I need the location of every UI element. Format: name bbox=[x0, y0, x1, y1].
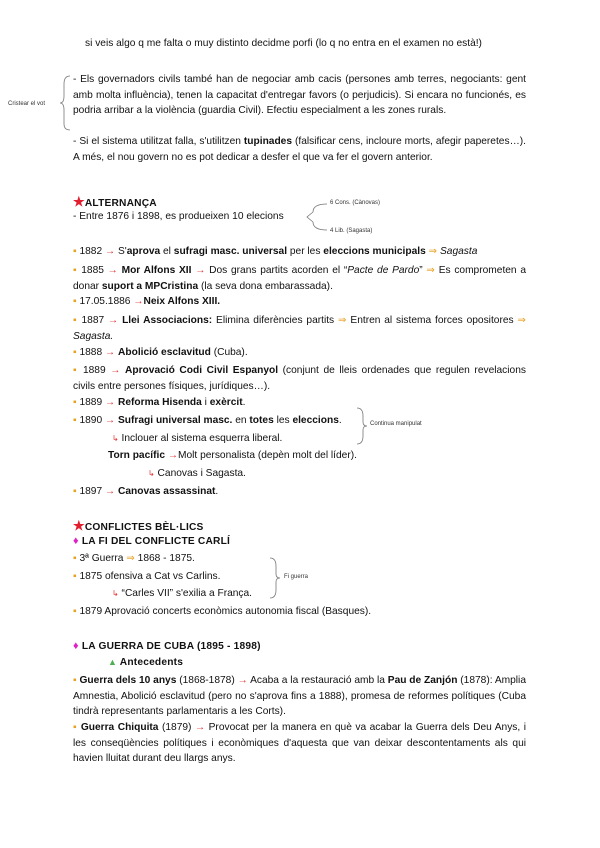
text-span: 1875 ofensiva a Cat vs Carlins. bbox=[79, 571, 221, 582]
text-span: per les bbox=[287, 246, 324, 257]
text-span: les bbox=[273, 415, 293, 426]
text-span: Sagasta bbox=[440, 246, 478, 257]
text-span: Entren al sistema forces opositores bbox=[350, 315, 518, 326]
text-span: 1868 - 1875. bbox=[134, 553, 195, 564]
branch-bottom: 4 Lib. (Sagasta) bbox=[330, 228, 373, 234]
text-span: en bbox=[232, 415, 250, 426]
item-1890-sub bbox=[112, 431, 282, 446]
margin-note: Cristear el vot bbox=[8, 101, 46, 107]
item-1888 bbox=[73, 345, 526, 361]
text-span: Canovas assassinat bbox=[118, 486, 216, 497]
item-1886 bbox=[73, 294, 526, 310]
sub-arrow-icon: ↳ bbox=[112, 589, 119, 598]
text-span: Abolició esclavitud bbox=[118, 347, 211, 358]
item-1889-reforma bbox=[73, 395, 526, 411]
text-span: Inclouer al sistema esquerra liberal. bbox=[121, 433, 283, 444]
continua-brace bbox=[355, 406, 369, 446]
alternanca-intro-text: Entre 1876 i 1898, es produeixen 10 elecions bbox=[79, 211, 284, 222]
arrow-icon: → bbox=[104, 246, 116, 257]
text-span: Aprovació Codi Civil Espanyol bbox=[125, 365, 279, 376]
text-span: Pau de Zanjón bbox=[387, 675, 458, 686]
arrow-icon: → bbox=[104, 347, 116, 358]
torn-sub bbox=[148, 466, 246, 481]
branch-top: 6 Cons. (Cànovas) bbox=[330, 200, 381, 206]
text-span: Torn pacífic bbox=[108, 450, 165, 461]
bullet-icon: ▪ bbox=[73, 606, 77, 617]
text-span: Elimina diferències partits bbox=[212, 315, 338, 326]
text-span: 1889 bbox=[79, 397, 103, 408]
text-span: Guerra dels 10 anys bbox=[79, 675, 177, 686]
top-note: si veis algo q me falta o muy distinto decidme porfi (lo q no entra en el examen no està!) bbox=[85, 38, 482, 49]
text-span: eleccions municipals bbox=[323, 246, 426, 257]
text-span: S' bbox=[118, 246, 127, 257]
carli-item-3 bbox=[73, 604, 526, 620]
text-span: Sagasta. bbox=[73, 330, 114, 342]
alternanca-intro: - Entre 1876 i 1898, es produeixen 10 elecions bbox=[73, 211, 284, 222]
text-span: el bbox=[160, 246, 174, 257]
bullet-icon: ▪ bbox=[73, 365, 79, 376]
carli-heading bbox=[73, 535, 230, 547]
item-1885 bbox=[73, 263, 526, 294]
arrow-icon: → bbox=[108, 315, 119, 326]
antecedents-title: Antecedents bbox=[119, 657, 184, 668]
alternanca-heading bbox=[73, 194, 157, 210]
bullet-icon: ▪ bbox=[73, 296, 77, 307]
cuba-title: LA GUERRA DE CUBA (1895 - 1898) bbox=[81, 641, 261, 652]
conflictes-title: CONFLICTES BÈL·LICS bbox=[84, 522, 204, 533]
arrow-icon: → bbox=[104, 486, 116, 497]
arrow-icon: → bbox=[167, 450, 179, 461]
text-span: (Cuba). bbox=[210, 347, 248, 358]
diamond-icon: ♦ bbox=[73, 535, 79, 547]
text-span: . bbox=[338, 415, 342, 426]
text-span: 1890 bbox=[79, 415, 103, 426]
text-span: “Carles VII” s'exilia a França. bbox=[121, 588, 253, 599]
bullet-icon: ▪ bbox=[73, 315, 78, 326]
bullet-icon: ▪ bbox=[73, 553, 77, 564]
guerra-chiquita bbox=[73, 720, 526, 767]
text-span: . bbox=[215, 486, 219, 497]
arrow-icon: → bbox=[194, 722, 206, 733]
text-span: Reforma Hisenda bbox=[118, 397, 202, 408]
arrow-icon: → bbox=[104, 397, 116, 408]
text-span: Guerra Chiquita bbox=[80, 722, 159, 733]
text-span: 1885 bbox=[81, 265, 104, 276]
text-span: (1879) bbox=[158, 722, 195, 733]
alternanca-title: ALTERNANÇA bbox=[84, 198, 157, 209]
text-span: 1887 bbox=[81, 315, 105, 326]
arrow-icon: → bbox=[195, 265, 206, 276]
tupinades-pre: Si el sistema utilitzat falla, s'utilitzen bbox=[79, 136, 244, 147]
text-span: Acaba a la restauració amb la bbox=[247, 675, 388, 686]
tupinades-post: (falsificar cens, incloure morts, afegir paperetes…). A més, el nou govern no es pot dedicar a desfer el que va fer el govern anterior. bbox=[73, 136, 526, 163]
bullet-icon: ▪ bbox=[73, 571, 77, 582]
text-span: Sufragi universal masc. bbox=[118, 415, 233, 426]
text-span: Neix Alfons XIII. bbox=[143, 296, 221, 307]
tupinades-bold: tupinades bbox=[243, 136, 293, 147]
guerra-10-anys bbox=[73, 673, 526, 720]
text-span: aprova bbox=[126, 246, 161, 257]
text-span: 17.05.1886 bbox=[79, 296, 131, 307]
arrow-icon: → bbox=[133, 296, 144, 307]
triangle-icon: ▲ bbox=[108, 657, 118, 667]
governors-paragraph: - Els governadors civils també han de negociar amb cacis (persones amb terres, negociants: gent amb molta influència), tenen la capacitat d'entregar favors (o perjudicis). Si encara no funcionés, es podria arribar a la violència (guardia Civil). Efectiu especialment a les zones rurals. bbox=[73, 74, 527, 116]
text-span: 1882 bbox=[79, 246, 103, 257]
governors-text: Els governadors civils també han de negociar amb cacis (persones amb terres, negociants: gent amb molta influència), tenen la capacitat d'entregar favors (o perjudicis). Si encara no funcionés, es podria arribar a la violència (guardia Civil). Efectiu especialment a les zones rurals. bbox=[73, 74, 527, 116]
continua-note: Continua manipulat bbox=[370, 421, 422, 427]
double-arrow-icon: ⇒ bbox=[338, 315, 347, 326]
text-span: 3ª Guerra bbox=[79, 553, 127, 564]
item-1889-codi bbox=[73, 363, 526, 394]
star-icon: ★ bbox=[73, 518, 85, 533]
text-span: (conjunt de lleis ordenades que regulen revelacions civils entre persones físiques, jurídiques…). bbox=[73, 365, 526, 392]
sub-arrow-icon: ↳ bbox=[112, 434, 119, 443]
margin-bracket bbox=[60, 74, 72, 132]
torn-pacific bbox=[108, 448, 357, 463]
arrow-icon: → bbox=[104, 415, 116, 426]
cuba-heading bbox=[73, 640, 261, 652]
bullet-icon: ▪ bbox=[73, 675, 77, 686]
text-span: sufragi masc. universal bbox=[173, 246, 288, 257]
arrow-icon: → bbox=[237, 675, 248, 686]
carli-item-2-sub bbox=[112, 586, 252, 601]
text-span: 1888 bbox=[79, 347, 103, 358]
star-icon: ★ bbox=[73, 194, 85, 209]
bullet-icon: ▪ bbox=[73, 246, 77, 257]
branch-brace bbox=[305, 202, 329, 232]
bullet-icon: ▪ bbox=[73, 265, 78, 276]
item-1890 bbox=[73, 413, 526, 429]
double-arrow-icon: ⇒ bbox=[426, 265, 435, 276]
text-span: Mor Alfons XII bbox=[121, 265, 192, 276]
sub-arrow-icon: ↳ bbox=[148, 469, 155, 478]
tupinades-paragraph: - Si el sistema utilitzat falla, s'utilitzen tupinades (falsificar cens, incloure morts, afegir paperetes…). A més, el nou govern no es pot dedicar a desfer el que va fer el govern anterior. bbox=[73, 136, 526, 163]
double-arrow-icon: ⇒ bbox=[517, 315, 526, 326]
text-span: ” bbox=[419, 265, 423, 276]
text-span: . bbox=[242, 397, 246, 408]
text-span: Provocat per la manera en què va acabar la Guerra dels Deu Anys, i les conseqüències polítiques i econòmiques d'aquesta que van deixar descontentaments als qui havien lluitat durant deu llargs anys. bbox=[73, 722, 526, 764]
double-arrow-icon: ⇒ bbox=[126, 553, 135, 564]
text-span: Pacte de Pardo bbox=[347, 265, 420, 276]
conflictes-heading bbox=[73, 518, 204, 534]
text-span: exèrcit bbox=[209, 397, 243, 408]
carli-item-1 bbox=[73, 551, 526, 567]
arrow-icon: → bbox=[110, 365, 121, 376]
bullet-icon: ▪ bbox=[73, 486, 77, 497]
text-span: Dos grans partits acorden el “ bbox=[209, 265, 348, 276]
text-span: Es comprometen a donar bbox=[73, 265, 526, 292]
diamond-icon: ♦ bbox=[73, 640, 79, 652]
text-span: (la seva dona embarassada). bbox=[198, 280, 333, 292]
bullet-icon: ▪ bbox=[73, 397, 77, 408]
item-1897 bbox=[73, 484, 526, 500]
bullet-icon: ▪ bbox=[73, 415, 77, 426]
double-arrow-icon: ⇒ bbox=[428, 246, 438, 257]
text-span: 1897 bbox=[79, 486, 103, 497]
text-span: suport a MPCristina bbox=[101, 280, 199, 292]
text-span: Molt personalista (depèn molt del líder). bbox=[178, 450, 357, 461]
text-span: 1889 bbox=[82, 365, 106, 376]
item-1882 bbox=[73, 244, 526, 260]
bullet-icon: ▪ bbox=[73, 347, 77, 358]
text-span: totes bbox=[249, 415, 274, 426]
arrow-icon: → bbox=[107, 265, 118, 276]
text-span: Canovas i Sagasta. bbox=[157, 468, 246, 479]
fi-guerra-brace bbox=[268, 556, 282, 600]
fi-guerra-note: Fi guerra bbox=[284, 574, 309, 580]
text-span: i bbox=[201, 397, 210, 408]
text-span: (1878): Amplia Amnestia, Abolició esclavitud (pero no s'aprova fins a 1888), promesa de reformes polítiques (Cuba tindrà representants parlamentaris a les Corts). bbox=[73, 675, 526, 717]
carli-title: LA FI DEL CONFLICTE CARLÍ bbox=[81, 536, 231, 547]
bullet-icon: ▪ bbox=[73, 722, 78, 733]
item-1887 bbox=[73, 313, 526, 344]
text-span: Llei Associacions: bbox=[122, 315, 213, 326]
text-span: eleccions bbox=[292, 415, 339, 426]
antecedents-heading bbox=[108, 657, 183, 668]
text-span: (1868-1878) bbox=[176, 675, 238, 686]
text-span: 1879 Aprovació concerts econòmics autonomia fiscal (Basques). bbox=[79, 606, 372, 617]
